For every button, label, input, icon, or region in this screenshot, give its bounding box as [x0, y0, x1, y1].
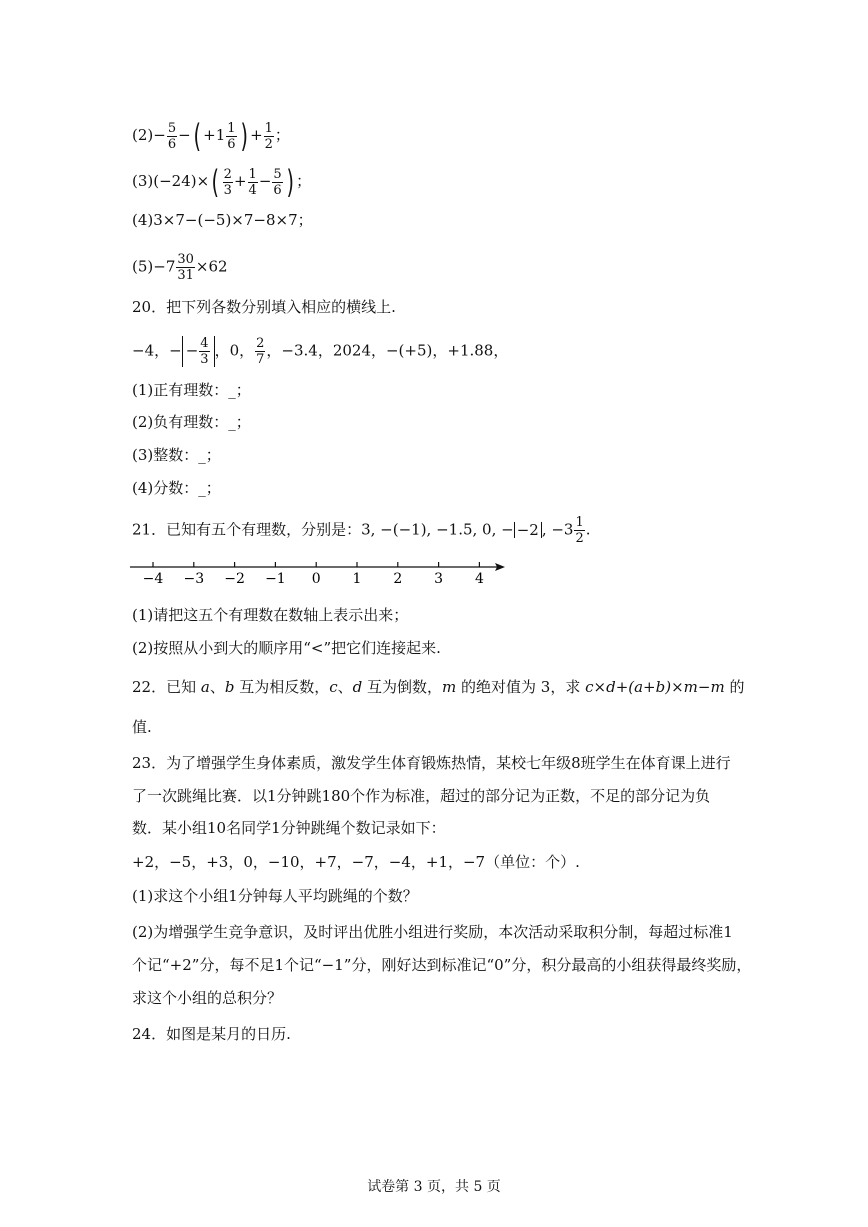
- fraction: $\frac{1}{2}$: [575, 515, 584, 546]
- q23-line: 个记“+2”分，每不足1个记“−1”分，刚好达到标准记“0”分，积分最高的小组获得最终奖励，: [132, 956, 752, 974]
- q19-part5: (5)−7 $\frac{30}{31}$ ×62: [132, 252, 228, 283]
- expression: c×d+(a+b)×m−m: [585, 678, 725, 696]
- q23-line: 数．某小组10名同学1分钟跳绳个数记录如下：: [132, 819, 446, 837]
- q19-part3: (3)(−24)×( $\frac{2}{3}$ + $\frac{1}{4}$ − $\frac{5}{6}$ ) ；: [132, 163, 312, 201]
- number-line: [125, 555, 510, 589]
- q20-item: (4)分数：_；: [132, 479, 221, 497]
- q23-line: (2)为增强学生竞争意识，及时评出优胜小组进行奖励，本次活动采取积分制，每超过标准1: [132, 923, 733, 941]
- fraction: $\frac{5}{6}$: [167, 120, 177, 152]
- fraction: $\frac{5}{6}$: [273, 166, 282, 198]
- q23-line: (1)求这个小组1分钟每人平均跳绳的个数？: [132, 887, 418, 905]
- q22-line2: 值.: [132, 718, 152, 736]
- q23-line: +2，−5，+3，0，−10，+7，−7，−4，+1，−7（单位：个）.: [132, 853, 580, 871]
- q20-numbers: −4，− − $\frac{4}{3}$ ，0， $\frac{2}{7}$ ，−3.4，2024，−(+5)，+1.88，: [132, 336, 509, 367]
- tick-label: 1: [352, 571, 362, 587]
- q20-item: (3)整数：_；: [132, 446, 221, 464]
- q23-line: 求这个小组的总积分？: [132, 989, 283, 1007]
- part-label: (3): [132, 172, 154, 190]
- part-label: (4): [132, 211, 154, 229]
- q21-title: 21．已知有五个有理数，分别是：3, −(−1), −1.5, 0, − −2 , −3 $\frac{1}{2}$ .: [132, 515, 591, 546]
- q20-item: (1)正有理数：_；: [132, 381, 251, 399]
- q19-part4: (4)3×7−(−5)×7−8×7；: [132, 211, 313, 229]
- absolute-value: −2: [514, 522, 542, 538]
- tick-label: −4: [142, 571, 164, 587]
- tick-label: 4: [474, 571, 484, 587]
- tick-label: 0: [311, 571, 321, 587]
- fraction: $\frac{1}{2}$: [264, 120, 273, 152]
- tick-label: −2: [224, 571, 245, 587]
- tick-label: −3: [183, 571, 205, 587]
- q23-line: 了一次跳绳比赛．以1分钟跳180个作为标准，超过的部分记为正数，不足的部分记为负: [132, 787, 711, 805]
- tick-label: 3: [434, 571, 444, 587]
- part-label: (2): [132, 126, 154, 144]
- q21-item: (1)请把这五个有理数在数轴上表示出来；: [132, 606, 409, 624]
- q22-line1: 22．已知 a、b 互为相反数，c、d 互为倒数，m 的绝对值为 3，求 c×d+(a+b)×m−m 的: [132, 678, 745, 696]
- fraction: $\frac{2}{3}$: [223, 166, 232, 198]
- fraction: $\frac{2}{7}$: [256, 336, 265, 367]
- page-footer: 试卷第 3 页，共 5 页: [367, 1179, 501, 1195]
- q24-title: 24．如图是某月的日历.: [132, 1025, 291, 1043]
- tick-label: 2: [393, 571, 403, 587]
- absolute-value: − $\frac{4}{3}$: [182, 336, 215, 367]
- mixed-number: +1: [203, 126, 226, 144]
- fraction: $\frac{30}{31}$: [177, 252, 194, 283]
- fraction: $\frac{1}{6}$: [227, 120, 236, 152]
- expression: (−24)×: [153, 172, 210, 190]
- part-label: (5): [132, 257, 154, 276]
- q23-line: 23．为了增强学生身体素质，激发学生体育锻炼热情，某校七年级8班学生在体育课上进行: [132, 754, 731, 772]
- expression: 3×7−(−5)×7−8×7: [153, 211, 298, 229]
- q19-part2: (2)− $\frac{5}{6}$ −( +1 $\frac{1}{6}$ ) + $\frac{1}{2}$ ；: [132, 117, 290, 155]
- tick-label: −1: [265, 571, 286, 587]
- q20-item: (2)负有理数：_；: [132, 413, 251, 431]
- q21-item: (2)按照从小到大的顺序用“<”把它们连接起来.: [132, 639, 441, 657]
- q20-title: 20．把下列各数分别填入相应的横线上.: [132, 298, 396, 316]
- expression: −7: [153, 257, 176, 276]
- fraction: $\frac{1}{4}$: [248, 166, 257, 198]
